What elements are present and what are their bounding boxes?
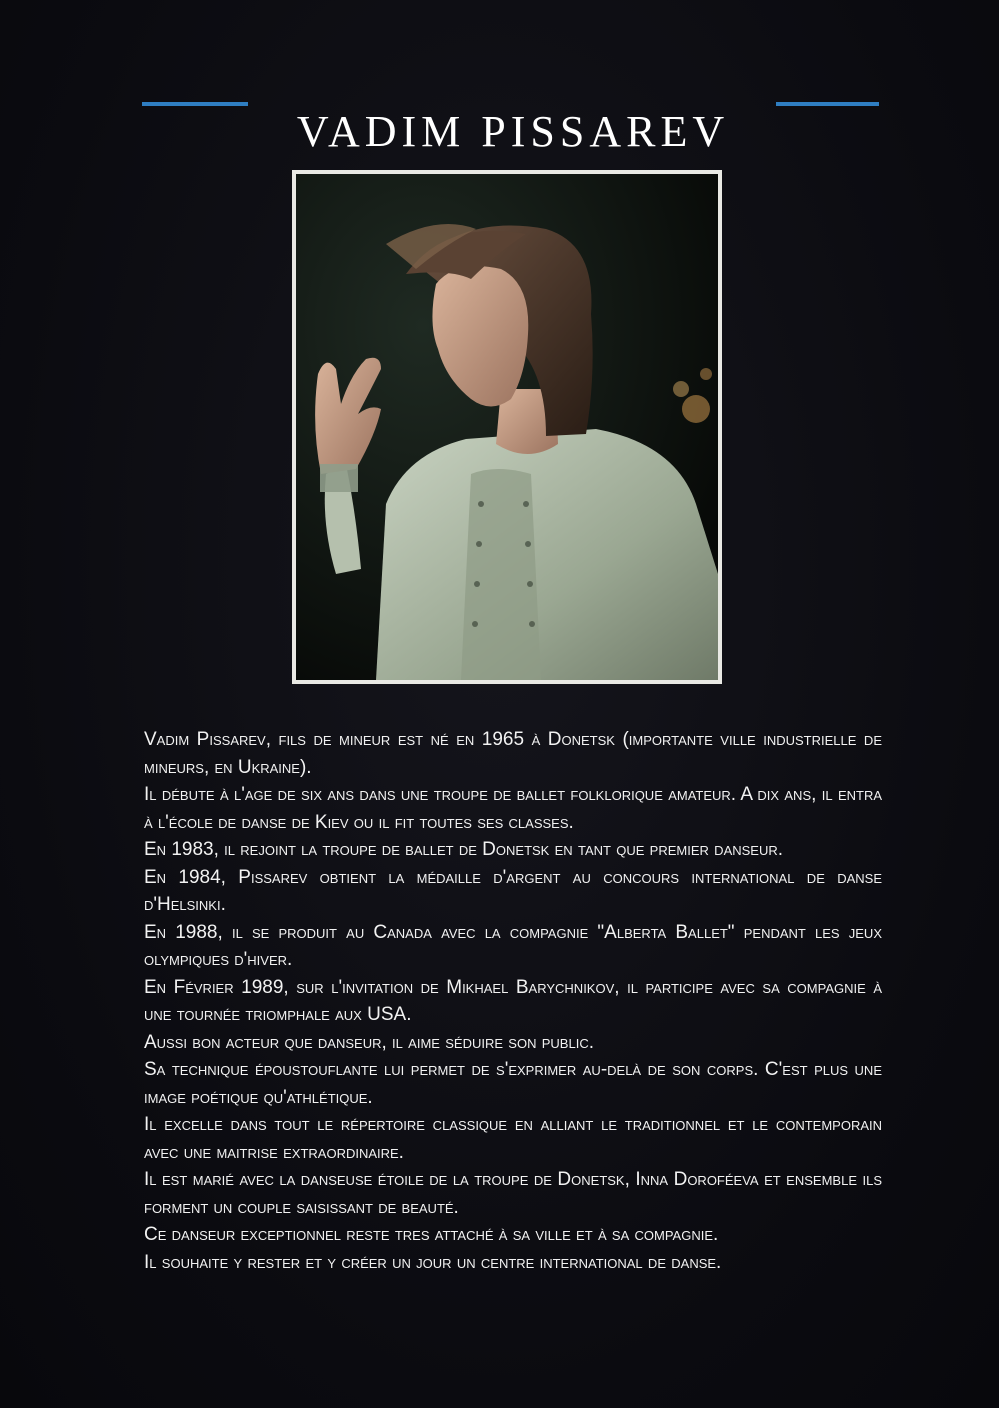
title-rule-right <box>776 102 879 106</box>
biography-paragraph: Aussi bon acteur que danseur, il aime séduire son public. <box>144 1031 594 1053</box>
portrait-photo <box>292 170 722 684</box>
biography-paragraph: Il souhaite y rester et y créer un jour un centre international de danse. <box>144 1251 722 1273</box>
biography-paragraph: Il est marié avec la danseuse étoile de la troupe de Donetsk, Inna Doroféeva et ensemble ils forment un couple saisissant de beauté. <box>144 1169 882 1218</box>
biography-paragraph: En Février 1989, sur l'invitation de Mikhael Barychnikov, il participe avec sa compagnie à une tournée triomphale aux USA. <box>144 976 882 1025</box>
page-title: VADIM PISSAREV <box>296 107 730 157</box>
biography-paragraph: En 1983, il rejoint la troupe de ballet de Donetsk en tant que premier danseur. <box>144 839 784 860</box>
title-rule-left <box>142 102 248 106</box>
biography-paragraph: En 1988, il se produit au Canada avec la compagnie "Alberta Ballet" pendant les jeux olympiques d'hiver. <box>144 921 882 970</box>
biography-paragraph: En 1984, Pissarev obtient la médaille d'argent au concours international de danse d'Helsinki. <box>144 866 882 915</box>
biography-paragraph: Sa technique époustouflante lui permet de s'exprimer au-delà de son corps. C'est plus une image poétique qu'athlétique. <box>144 1059 882 1108</box>
biography-paragraph: Vadim Pissarev, fils de mineur est né en 1965 à Donetsk (importante ville industrielle de mineurs, en Ukraine). <box>144 729 882 778</box>
header <box>0 78 999 157</box>
biography-paragraph: Il excelle dans tout le répertoire classique en alliant le traditionnel et le contemporain avec une maitrise extraordinaire. <box>144 1114 882 1163</box>
biography-paragraph: Il débute à l'age de six ans dans une troupe de ballet folklorique amateur. A dix ans, il entra à l'école de danse de Kiev ou il fit toutes ses classes. <box>144 784 882 833</box>
biography-paragraph: Ce danseur exceptionnel reste tres attaché à sa ville et à sa compagnie. <box>144 1224 719 1245</box>
portrait-illustration <box>296 174 718 680</box>
biography-text <box>144 726 882 1276</box>
